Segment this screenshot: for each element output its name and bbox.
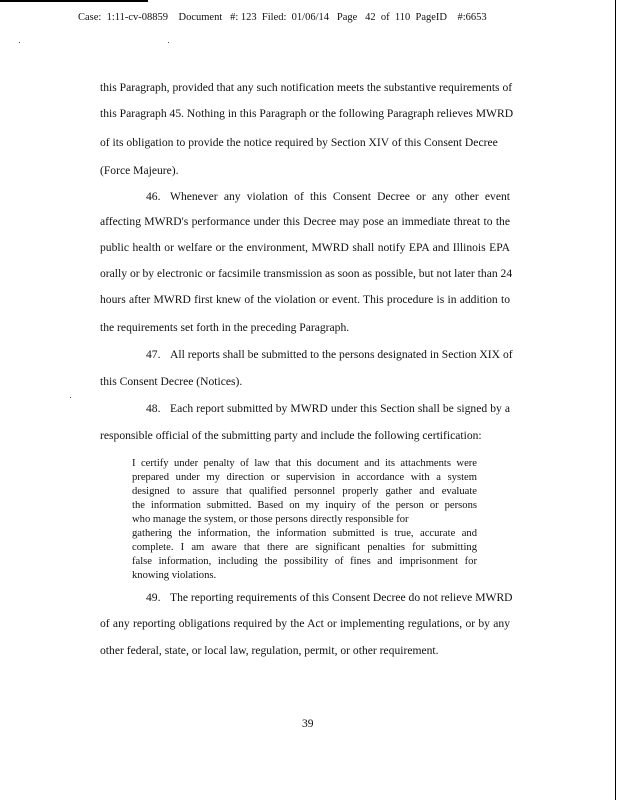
top-rule: [0, 0, 148, 2]
scan-speck: [70, 397, 71, 398]
text-line: hours after MWRD first knew of the violation or event. This procedure is in addition to: [100, 293, 510, 306]
page-number: 39: [302, 718, 314, 730]
text-line: other federal, state, or local law, regulation, permit, or other requirement.: [100, 644, 439, 657]
scan-speck: [19, 42, 20, 43]
quote-line: designed to assure that qualified personnel properly gather and evaluate: [132, 486, 477, 497]
quote-line: I certify under penalty of law that this document and its attachments were: [132, 458, 477, 469]
quote-line: complete. I am aware that there are significant penalties for submitting: [132, 542, 477, 553]
text-line: All reports shall be submitted to the persons designated in Section XIX of: [170, 348, 513, 361]
text-line: the requirements set forth in the preceding Paragraph.: [100, 321, 350, 334]
text-line: The reporting requirements of this Consent Decree do not relieve MWRD: [170, 591, 513, 604]
text-line: orally or by electronic or facsimile transmission as soon as possible, but not later than 24: [100, 267, 513, 280]
quote-line: knowing violations.: [132, 570, 217, 581]
text-line: (Force Majeure).: [100, 164, 179, 177]
quote-line: who manage the system, or those persons directly responsible for: [132, 514, 409, 525]
text-line: this Consent Decree (Notices).: [100, 375, 243, 388]
paragraph-number: 46.: [146, 190, 161, 203]
scan-speck: [168, 42, 169, 43]
text-line: affecting MWRD's performance under this Decree may pose an immediate threat to the: [100, 215, 510, 228]
paragraph-number: 48.: [146, 402, 161, 415]
text-line: this Paragraph, provided that any such notification meets the substantive requirements of: [100, 81, 513, 94]
text-line: Whenever any violation of this Consent Decree or any other event: [170, 190, 510, 203]
text-line: of any reporting obligations required by the Act or implementing regulations, or by any: [100, 617, 510, 630]
paragraph-number: 49.: [146, 591, 161, 604]
text-line: this Paragraph 45. Nothing in this Paragraph or the following Paragraph relieves MWRD: [100, 107, 514, 120]
quote-line: prepared under my direction or supervision in accordance with a system: [132, 472, 477, 483]
quote-line: the information submitted. Based on my inquiry of the person or persons: [132, 500, 477, 511]
text-line: responsible official of the submitting party and include the following certification:: [100, 429, 482, 442]
case-header: Case: 1:11-cv-08859 Document #: 123 Filed: 01/06/14 Page 42 of 110 PageID #:6653: [78, 12, 487, 23]
text-line: Each report submitted by MWRD under this Section shall be signed by a: [170, 402, 510, 415]
text-line: of its obligation to provide the notice required by Section XIV of this Consent Decree: [100, 136, 498, 149]
quote-line: gathering the information, the information submitted is true, accurate and: [132, 528, 477, 539]
page-edge: [615, 0, 616, 800]
paragraph-number: 47.: [146, 348, 161, 361]
text-line: public health or welfare or the environment, MWRD shall notify EPA and Illinois EPA: [100, 241, 510, 254]
quote-line: false information, including the possibility of fines and imprisonment for: [132, 556, 477, 567]
